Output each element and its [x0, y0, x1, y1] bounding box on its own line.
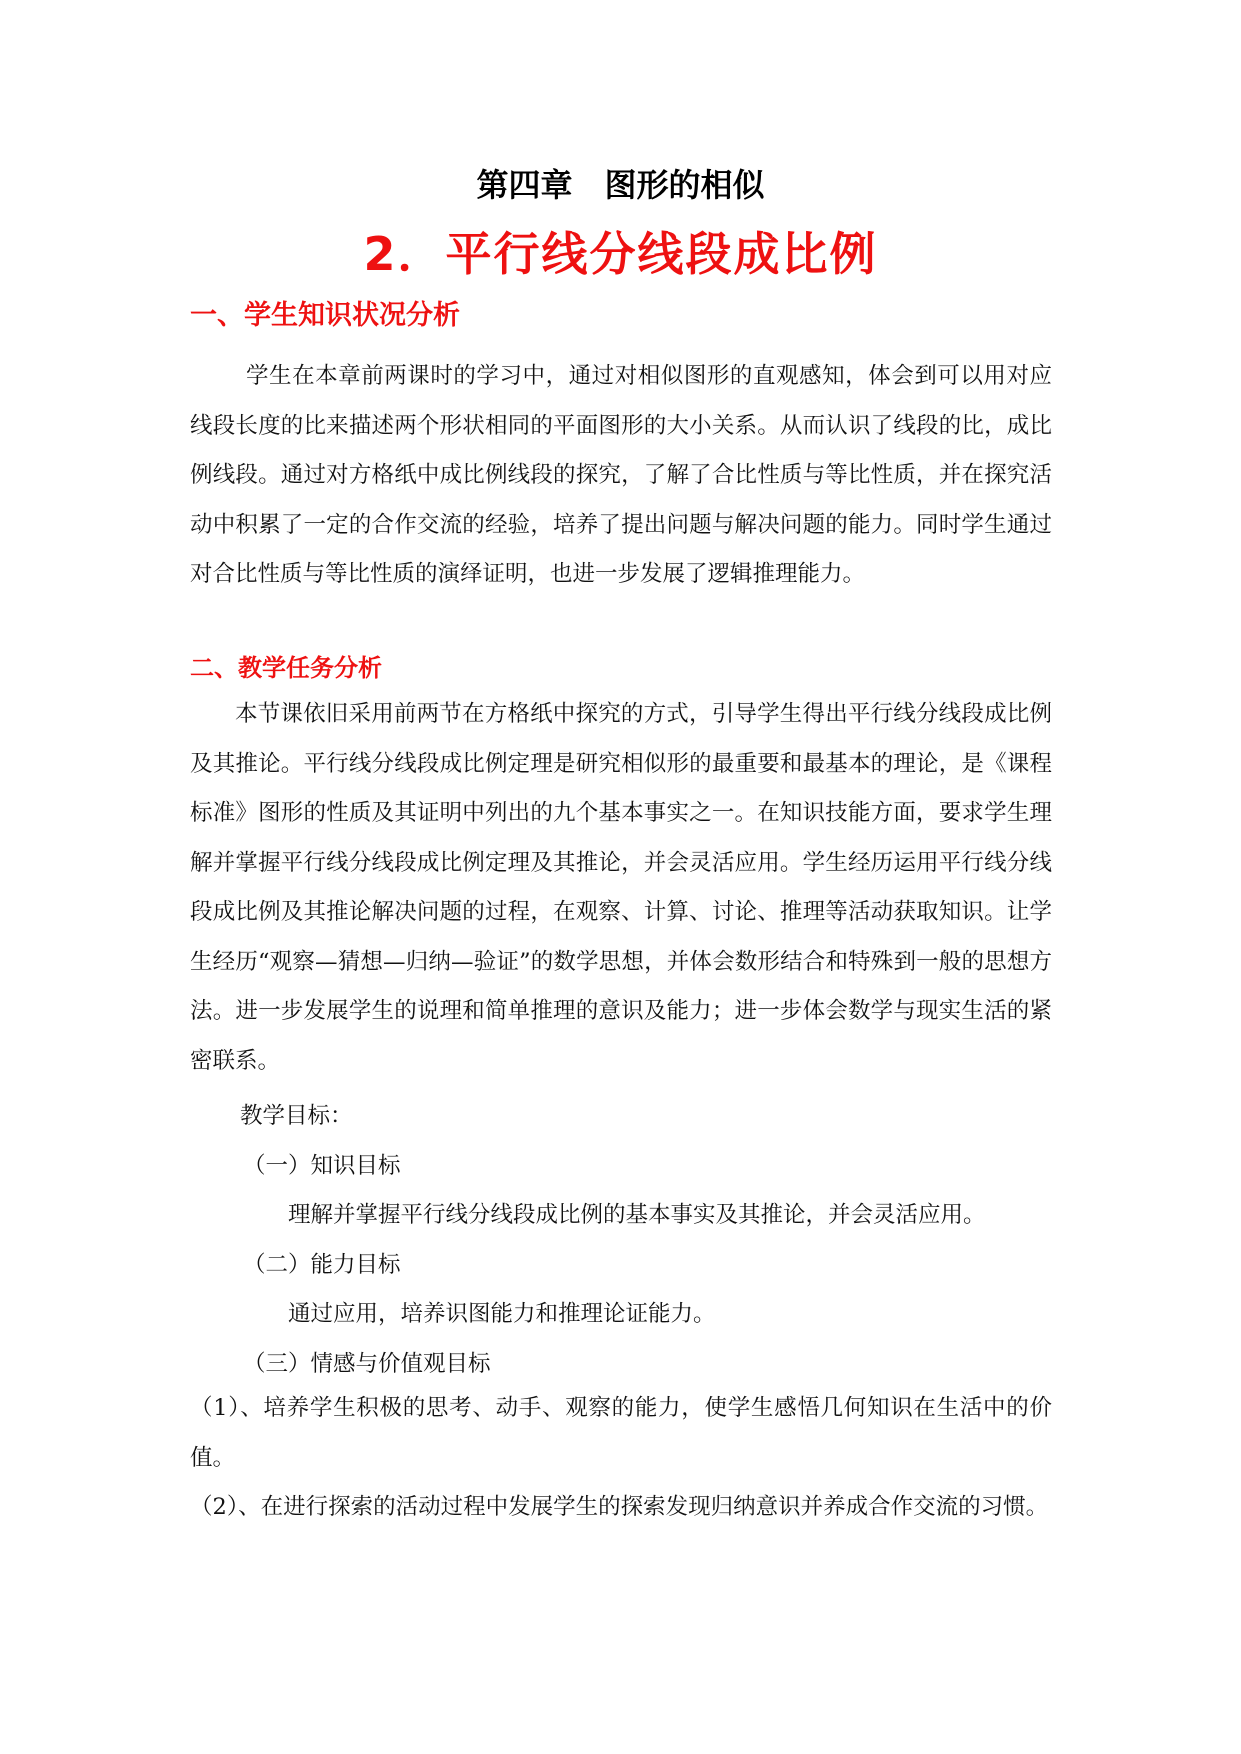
student-analysis-paragraph: 学生在本章前两课时的学习中，通过对相似图形的直观感知，体会到可以用对应线段长度的比来描述两个形状相同的平面图形的大小关系。从而认识了线段的比，成比例线段。通过对方格纸中成比例线段的探究，了解了合比性质与等比性质，并在探究活动中积累了一定的合作交流的经验，培养了提出问题与解决问题的能力。同时学生通过对合比性质与等比性质的演绎证明，也进一步发展了逻辑推理能力。 — [190, 363, 1052, 587]
chapter-title: 第四章 图形的相似 — [476, 166, 765, 204]
ability-goal-description: 通过应用，培养识图能力和推理论证能力。 — [288, 1301, 716, 1327]
section-heading-student-analysis: 一、学生知识状况分析 — [190, 300, 460, 331]
teaching-goals-label: 教学目标： — [240, 1103, 353, 1129]
ability-goal-title: （二）能力目标 — [243, 1252, 401, 1278]
knowledge-goal-description: 理解并掌握平行线分线段成比例的基本事实及其推论，并会灵活应用。 — [288, 1202, 986, 1228]
emotion-goal-item: （2）、在进行探索的活动过程中发展学生的探索发现归纳意识并养成合作交流的习惯。 — [190, 1494, 1049, 1520]
emotion-goal-item: （1）、培养学生积极的思考、动手、观察的能力，使学生感悟几何知识在生活中的价值。 — [190, 1395, 1052, 1471]
section-heading-task-analysis: 二、教学任务分析 — [190, 654, 382, 682]
task-analysis-paragraph: 本节课依旧采用前两节在方格纸中探究的方式，引导学生得出平行线分线段成比例及其推论。平行线分线段成比例定理是研究相似形的最重要和最基本的理论，是《课程标准》图形的性质及其证明中列出的九个基本事实之一。在知识技能方面，要求学生理解并掌握平行线分线段成比例定理及其推论，并会灵活应用。学生经历运用平行线分线段成比例及其推论解决问题的过程，在观察、计算、讨论、推理等活动获取知识。让学生经历“观察—猜想—归纳—验证”的数学思想，并体会数形结合和特殊到一般的思想方法。进一步发展学生的说理和简单推理的意识及能力；进一步体会数学与现实生活的紧密联系。 — [190, 701, 1052, 1074]
emotion-goal-title: （三）情感与价值观目标 — [243, 1351, 491, 1377]
lesson-title: 2．平行线分线段成比例 — [363, 227, 878, 281]
knowledge-goal-title: （一）知识目标 — [243, 1153, 401, 1179]
